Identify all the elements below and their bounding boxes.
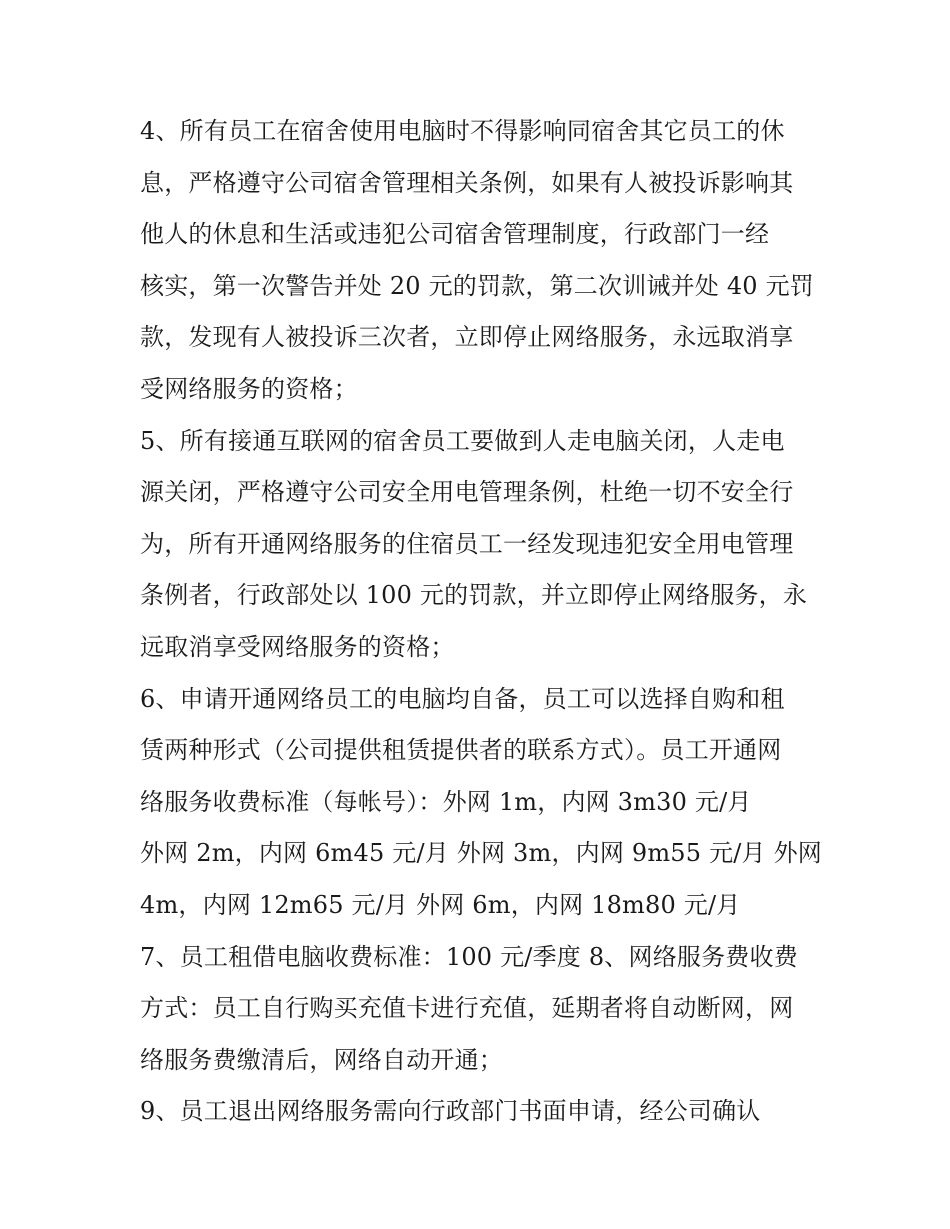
text-line: 核实，第一次警告并处 20 元的罚款，第二次训诫并处 40 元罚 (140, 271, 814, 300)
text-line: 9、员工退出网络服务需向行政部门书面申请，经公司确认 (140, 1097, 761, 1126)
text-line: 赁两种形式（公司提供租赁提供者的联系方式）。员工开通网 (140, 736, 782, 765)
text-line: 5、所有接通互联网的宿舍员工要做到人走电脑关闭，人走电 (140, 426, 785, 455)
text-line: 受网络服务的资格； (140, 374, 358, 403)
text-line: 6、申请开通网络员工的电脑均自备，员工可以选择自购和租 (140, 684, 785, 713)
text-line: 络服务收费标准（每帐号）：外网 1m，内网 3m30 元/月 (140, 787, 752, 816)
text-line: 息，严格遵守公司宿舍管理相关条例，如果有人被投诉影响其 (140, 168, 794, 197)
text-line: 远取消享受网络服务的资格； (140, 632, 455, 661)
text-line: 络服务费缴清后，网络自动开通； (140, 1045, 503, 1074)
text-line: 4m，内网 12m65 元/月 外网 6m，内网 18m80 元/月 (140, 890, 741, 919)
text-line: 他人的休息和生活或违犯公司宿舍管理制度，行政部门一经 (140, 220, 770, 249)
text-line: 源关闭，严格遵守公司安全用电管理条例，杜绝一切不安全行 (140, 478, 794, 507)
text-line: 条例者，行政部处以 100 元的罚款，并立即停止网络服务，永 (140, 581, 808, 610)
text-line: 4、所有员工在宿舍使用电脑时不得影响同宿舍其它员工的休 (140, 117, 785, 145)
text-line: 款，发现有人被投诉三次者，立即停止网络服务，永远取消享 (140, 323, 794, 352)
text-line: 外网 2m，内网 6m45 元/月 外网 3m，内网 9m55 元/月 外网 (140, 839, 822, 868)
text-line: 方式：员工自行购买充值卡进行充值，延期者将自动断网，网 (140, 994, 794, 1023)
text-line: 7、员工租借电脑收费标准：100 元/季度 8、网络服务费收费 (140, 942, 798, 971)
text-line: 为，所有开通网络服务的住宿员工一经发现违犯安全用电管理 (140, 529, 794, 558)
document-body (140, 106, 830, 1138)
